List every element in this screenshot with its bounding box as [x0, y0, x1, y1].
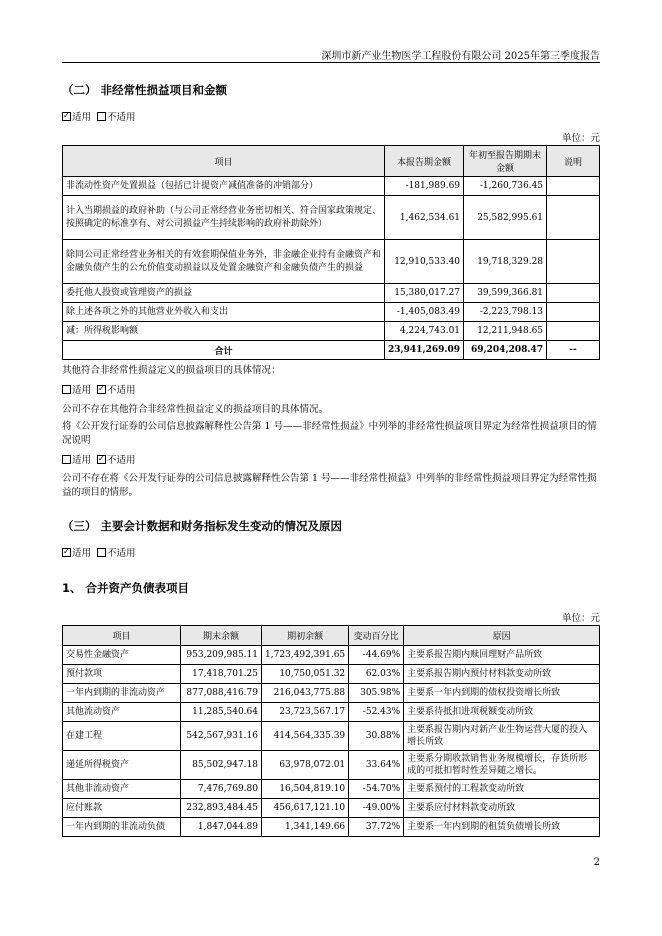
table-cell: 11,285,540.64 [181, 703, 262, 722]
table-cell: 1,723,492,391.65 [262, 646, 349, 665]
unchecked-checkbox-icon [62, 385, 71, 394]
col-header: 项目 [63, 626, 181, 646]
table-cell: 216,043,775.88 [262, 684, 349, 703]
table-row [63, 799, 600, 818]
table-cell: 主要系应付材料款变动所致 [404, 799, 600, 818]
table-cell: 7,476,769.80 [181, 780, 262, 799]
table-cell: -181,989.69 [385, 177, 464, 196]
table-cell: 非流动性资产处置损益（包括已计提资产减值准备的冲销部分） [63, 177, 385, 196]
col-header: 期末余额 [181, 626, 262, 646]
table-cell: -54.70% [349, 780, 404, 799]
explain-intro: 将《公开发行证券的公司信息披露解释性公告第 1 号——非经常性损益》中列举的非经常性损益项目界定为经常性损益项目的情况说明 [62, 421, 597, 446]
table-cell: 1,847,044.89 [181, 818, 262, 837]
table-cell: 主要系报告期内赎回理财产品所致 [404, 646, 600, 665]
table-cell: 305.98% [349, 684, 404, 703]
table-cell [547, 303, 600, 322]
total-row [63, 341, 600, 360]
table-cell: 递延所得税资产 [63, 751, 181, 780]
page-number: 2 [593, 857, 600, 868]
table-cell: 542,567,931.16 [181, 722, 262, 751]
table-cell: 877,088,416.79 [181, 684, 262, 703]
table-cell: 16,504,819.10 [262, 780, 349, 799]
table-row [63, 684, 600, 703]
col-header: 年初至报告期期末金额 [464, 146, 547, 177]
table-row [63, 322, 600, 341]
table-cell: 主要系一年内到期的债权投资增长所致 [404, 684, 600, 703]
table-cell: 预付款项 [63, 665, 181, 684]
table-row [63, 780, 600, 799]
table-cell: 除同公司正常经营业务相关的有效套期保值业务外，非金融企业持有金融资产和金融负债产生的公允价值变动损益以及处置金融资产和金融负债产生的损益 [63, 240, 385, 284]
other-items-text: 公司不存在其他符合非经常性损益定义的损益项目的具体情况。 [62, 404, 329, 415]
table-cell: 12,211,948.65 [464, 322, 547, 341]
subsection-title-balance-sheet: 1、 合并资产负债表项目 [62, 581, 190, 595]
col-header: 期初余额 [262, 626, 349, 646]
table-cell: 33.64% [349, 751, 404, 780]
table-cell: -2,223,798.13 [464, 303, 547, 322]
table-cell: 63,978,072.01 [262, 751, 349, 780]
table-row [63, 722, 600, 751]
table-cell: 委托他人投资或管理资产的损益 [63, 284, 385, 303]
table-cell: 1,341,149.66 [262, 818, 349, 837]
table-cell: 414,564,335.39 [262, 722, 349, 751]
table-cell [547, 196, 600, 240]
table-cell: 应付账款 [63, 799, 181, 818]
checked-checkbox-icon [97, 455, 106, 464]
col-header: 本报告期金额 [385, 146, 464, 177]
unchecked-checkbox-icon [97, 548, 106, 557]
table-cell: 除上述各项之外的其他营业外收入和支出 [63, 303, 385, 322]
table-cell: 一年内到期的非流动负债 [63, 818, 181, 837]
table-row [63, 177, 600, 196]
applicable-row-2: 适用 ✓ 不适用 [62, 384, 139, 398]
table-row [63, 818, 600, 837]
non-recurring-table [62, 145, 600, 360]
table-row [63, 751, 600, 780]
table-cell: 23,941,269.09 [385, 341, 464, 360]
table-cell: 1,462,534.61 [385, 196, 464, 240]
col-header: 原因 [404, 626, 600, 646]
table-cell: -52.43% [349, 703, 404, 722]
table-cell: 主要系待抵扣进项税额变动所致 [404, 703, 600, 722]
table-cell: 19,718,329.28 [464, 240, 547, 284]
header-rule [62, 62, 600, 63]
table-cell: 39,599,366.81 [464, 284, 547, 303]
col-header: 变动百分比 [349, 626, 404, 646]
table-row [63, 665, 600, 684]
table-cell: 其他流动资产 [63, 703, 181, 722]
table-row [63, 240, 600, 284]
table-cell: -1,260,736.45 [464, 177, 547, 196]
table-cell: -44.69% [349, 646, 404, 665]
table-row [63, 646, 600, 665]
applicable-row-4: ✓适用 不适用 [62, 547, 139, 561]
table-cell: 953,209,985.11 [181, 646, 262, 665]
col-header: 项目 [63, 146, 385, 177]
table-cell: 30.88% [349, 722, 404, 751]
table-cell: 85,502,947.18 [181, 751, 262, 780]
unchecked-checkbox-icon [62, 455, 71, 464]
unit-label-1: 单位：元 [561, 133, 600, 144]
balance-sheet-table [62, 625, 600, 837]
unchecked-checkbox-icon [97, 112, 106, 121]
section-title-changes: （三） 主要会计数据和财务指标发生变动的情况及原因 [62, 519, 343, 533]
table-cell: 25,582,995.61 [464, 196, 547, 240]
table-cell: 主要系一年内到期的租赁负债增长所致 [404, 818, 600, 837]
table-cell: 37.72% [349, 818, 404, 837]
table-cell: 62.03% [349, 665, 404, 684]
checked-checkbox-icon [62, 112, 71, 121]
explain-text: 公司不存在将《公开发行证券的公司信息披露解释性公告第 1 号——非经常性损益》中列举的非经常性损益项目界定为经常性损益的项目的情形。 [62, 473, 597, 498]
checked-checkbox-icon [62, 548, 71, 557]
table-cell [547, 177, 600, 196]
table-cell: 一年内到期的非流动资产 [63, 684, 181, 703]
table-cell: 4,224,743.01 [385, 322, 464, 341]
section-title-non-recurring: （二） 非经常性损益项目和金额 [62, 83, 228, 97]
table-cell: 69,204,208.47 [464, 341, 547, 360]
table-cell: 主要系分期收款销售业务规模增长，存货所形成的可抵扣暂时性差异随之增长。 [404, 751, 600, 780]
table-cell: 17,418,701.25 [181, 665, 262, 684]
table-cell: 23,723,567.17 [262, 703, 349, 722]
table-cell: 在建工程 [63, 722, 181, 751]
table-cell: -1,405,083.49 [385, 303, 464, 322]
other-items-intro: 其他符合非经常性损益定义的损益项目的具体情况： [62, 365, 281, 376]
table-cell: 交易性金融资产 [63, 646, 181, 665]
report-header: 深圳市新产业生物医学工程股份有限公司 2025年第三季度报告 [321, 51, 600, 62]
table-cell [547, 284, 600, 303]
table-cell: 232,893,484.45 [181, 799, 262, 818]
table-cell: 10,750,051.32 [262, 665, 349, 684]
table-row [63, 703, 600, 722]
applicable-row-3: 适用 ✓ 不适用 [62, 454, 139, 468]
table-cell: 主要系预付的工程款变动所致 [404, 780, 600, 799]
table-cell [547, 240, 600, 284]
table-cell: 合计 [63, 341, 385, 360]
applicable-row-1: ✓适用 不适用 [62, 111, 139, 125]
table-cell: 15,380,017.27 [385, 284, 464, 303]
col-header: 说明 [547, 146, 600, 177]
table-row [63, 303, 600, 322]
table-cell [547, 322, 600, 341]
table-row [63, 284, 600, 303]
table-cell: 12,910,533.40 [385, 240, 464, 284]
unit-label-2: 单位：元 [561, 613, 600, 624]
table-cell: 主要系报告期内预付材料款变动所致 [404, 665, 600, 684]
table-cell: -49.00% [349, 799, 404, 818]
table-row [63, 196, 600, 240]
table-cell: 计入当期损益的政府补助（与公司正常经营业务密切相关、符合国家政策规定、按照确定的标准享有、对公司损益产生持续影响的政府补助除外） [63, 196, 385, 240]
table-cell: -- [547, 341, 600, 360]
table-cell: 主要系报告期内对新产业生物运营大厦的投入增长所致 [404, 722, 600, 751]
checked-checkbox-icon [97, 385, 106, 394]
table-cell: 456,617,121.10 [262, 799, 349, 818]
table-cell: 减：所得税影响额 [63, 322, 385, 341]
table-cell: 其他非流动资产 [63, 780, 181, 799]
